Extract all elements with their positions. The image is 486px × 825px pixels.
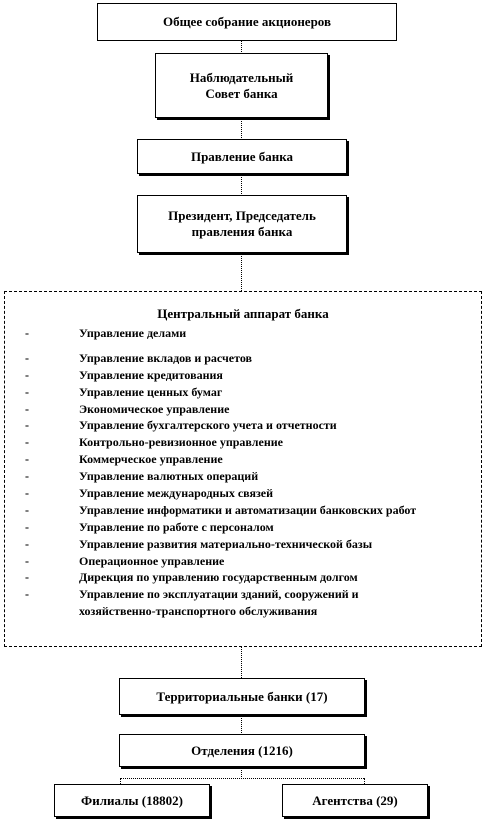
president-label-line2: правления банка	[191, 224, 293, 239]
connector-territorial-departments	[241, 715, 242, 735]
list-item: - Дирекция по управлению государственным долгом	[25, 570, 358, 585]
list-item: - Управление вкладов и расчетов	[25, 350, 253, 365]
list-item: - Операционное управление	[25, 553, 225, 568]
president-box	[137, 195, 347, 253]
territorial-banks-box	[119, 678, 365, 715]
list-item: - Управление международных связей	[25, 486, 274, 501]
shareholders-meeting-label: Общее собрание акционеров	[162, 14, 332, 29]
central-apparatus-box	[4, 291, 482, 647]
connector-president-central	[241, 253, 242, 291]
connector-horizontal-split	[120, 778, 364, 779]
list-item: - Управление бухгалтерского учета и отчетности	[25, 418, 337, 433]
list-item: - Контрольно-ревизионное управление	[25, 435, 283, 450]
connector-shareholders-supervisory	[241, 40, 242, 54]
central-apparatus-title: Центральный аппарат банка	[157, 306, 329, 321]
agencies-box	[282, 784, 428, 817]
supervisory-board-label-line2: Совет банка	[205, 85, 278, 101]
bank-board-box	[137, 139, 347, 174]
list-item: - Управление развития материально-технической базы	[25, 536, 373, 551]
department-list	[5, 325, 481, 620]
list-item: - Экономическое управление	[25, 401, 230, 416]
bank-board-label: Правление банка	[190, 148, 294, 164]
branches-box	[54, 784, 210, 817]
list-item: - Управление валютных операций	[25, 469, 259, 484]
shareholders-meeting-box	[97, 3, 397, 41]
supervisory-board-box	[155, 53, 328, 118]
connector-board-president	[241, 174, 242, 196]
supervisory-board-label-line1: Наблюдательный	[189, 69, 294, 85]
branches-label: Филиалы (18802)	[81, 792, 183, 808]
list-item: - Управление информатики и автоматизации банковских работ	[25, 502, 417, 517]
departments-label: Отделения (1216)	[191, 742, 293, 758]
president-label-line1: Президент, Председатель	[168, 208, 316, 223]
list-item: - Управление по эксплуатации зданий, сооружений и хозяйственно-транспортного обслуживания	[25, 587, 359, 619]
list-item: - Коммерческое управление	[25, 452, 223, 467]
list-item: - Управление ценных бумаг	[25, 384, 223, 399]
connector-supervisory-board	[241, 118, 242, 140]
territorial-banks-label: Территориальные банки (17)	[156, 688, 328, 704]
list-item: - Управление делами	[25, 326, 187, 340]
agencies-label: Агентства (29)	[312, 792, 398, 808]
connector-central-territorial	[241, 647, 242, 678]
departments-box	[119, 734, 365, 767]
list-item: - Управление кредитования	[25, 367, 223, 382]
list-item: - Управление по работе с персоналом	[25, 519, 274, 534]
